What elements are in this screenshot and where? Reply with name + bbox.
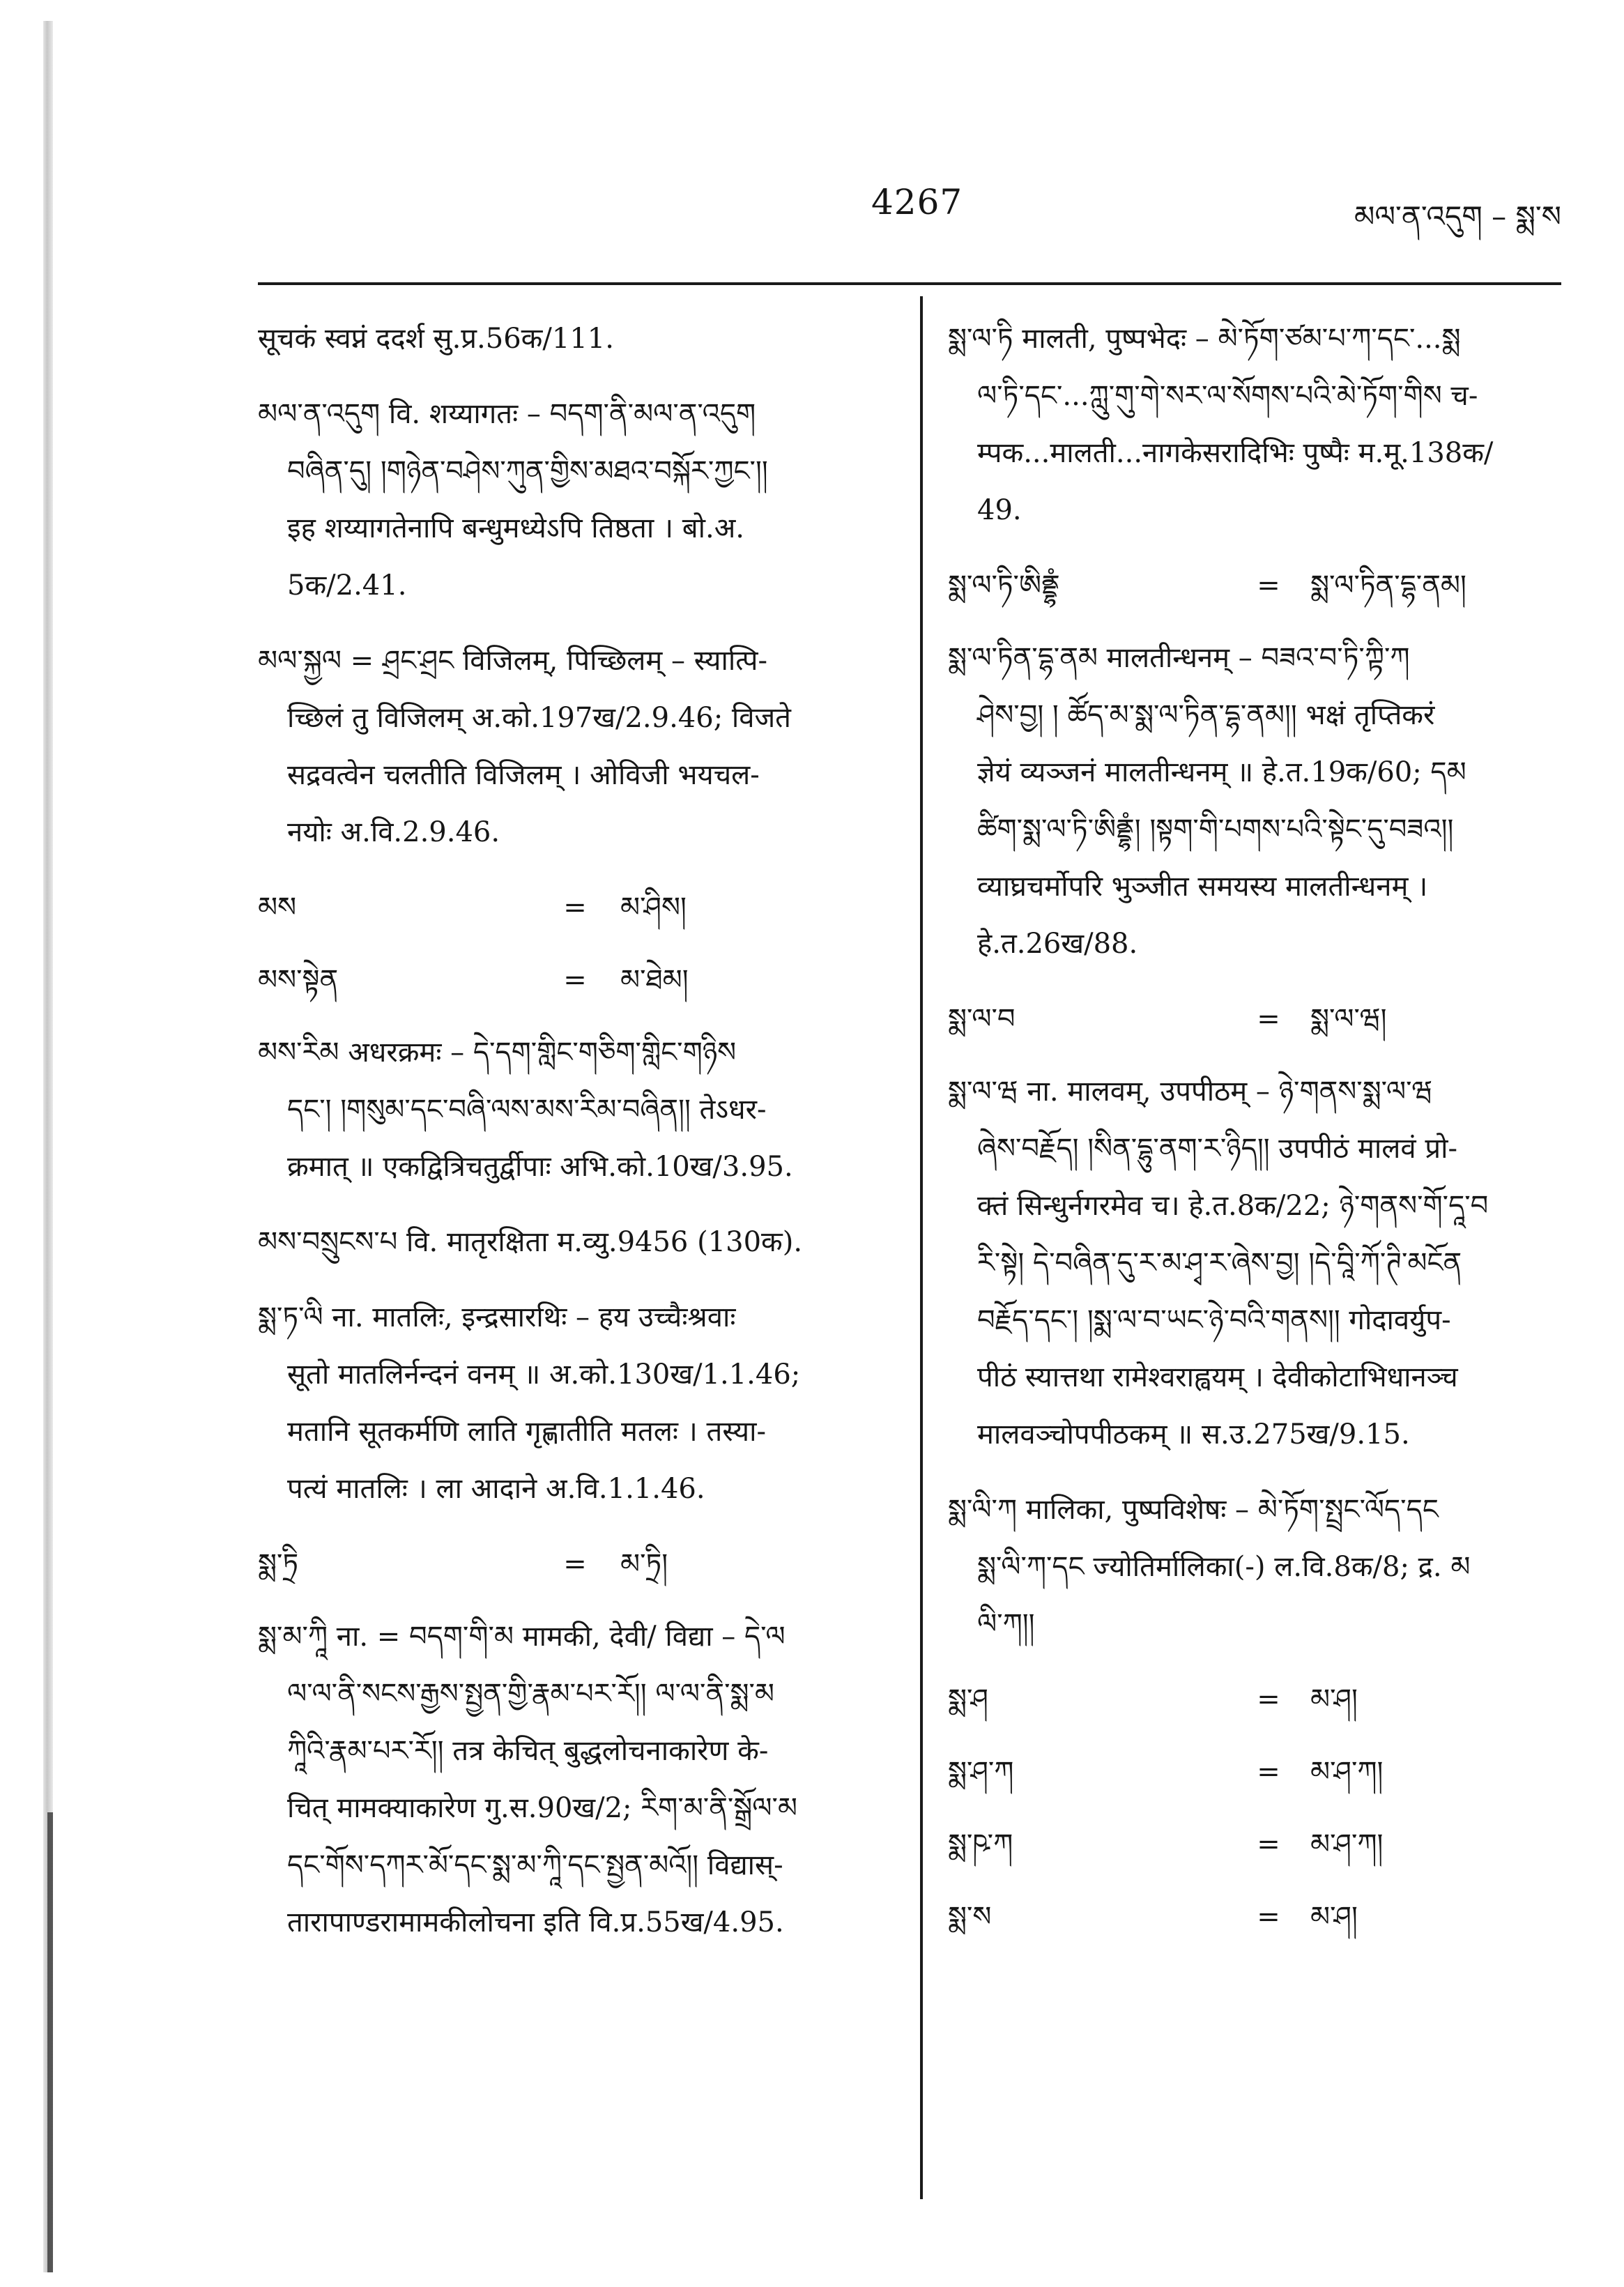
dictionary-entry [948, 1063, 1561, 1463]
headword: སྨ་ལ་བ [948, 1003, 1016, 1035]
equals-sign: = [563, 1548, 587, 1580]
entry-line: व्याघ्रचर्मोपरि भुञ्जीत समयस्य मालतीन्धनम् । [977, 871, 1428, 903]
entry-line: इह शय्यागतेनापि बन्धुमध्येऽपि तिष्ठता । बो.अ. [287, 512, 744, 544]
entry-line: བརྗོད་དང་། །སྨ་ལ་བ་ཡང་ཉེ་བའི་གནས།། गोदावर्युप- [977, 1304, 1451, 1336]
entry-line: सूचकं स्वप्नं ददर्श सु.प्र.56क/111. [258, 323, 614, 355]
entry-line: སྨ་ལ་ཝ ना. मालवम्, उपपीठम् – ཉེ་གནས་སྨ་ལ་ཝ [948, 1076, 1433, 1108]
entry-line: རི་སྟེ། དེ་བཞིན་དུ་ར་མ་ཤྭ་ར་ཞེས་བྱ། །དེ་བཱི་ཀོ་ཊི་མངོན [977, 1247, 1462, 1279]
entry-line: སྨ་མ་ཀཱི ना. = བདག་གི་མ मामकी, देवी/ विद्या – དེ་ལ [258, 1621, 786, 1653]
equals-sign: = [563, 892, 587, 924]
binding-shadow [47, 1812, 53, 2272]
entry-line: སྨ་ལ་ཏི मालती, पुष्पभेदः – མེ་ཏོག་ཙམ་པ་ཀ་དང་...སྨ [948, 323, 1461, 355]
cross-reference-entry [948, 1671, 1561, 1728]
entry-line: क्तं सिन्धुर्नगरमेव च। हे.त.8क/22; ཉེ་གནས་གོ་དཱ་བ [977, 1190, 1489, 1222]
reference-target: མ་ཤ། [1310, 1683, 1358, 1715]
entry-line: མལ་སྐྱལ = ཤྲང་ཤྲང विजिलम्, पिच्छिलम् – स्यात्पि- [258, 645, 768, 677]
reference-target: སྨ་ལ་ཏིན་དྷ་ནམ། [1310, 569, 1466, 602]
right-column [948, 310, 1561, 1961]
entry-line: हे.त.26ख/88. [977, 928, 1138, 960]
running-head: མལ་ན་འདུག – སྨ་ས [1354, 199, 1561, 234]
cross-reference-entry [258, 879, 892, 936]
entry-line: ལི་ཀ།། [977, 1608, 1035, 1640]
entry-line: ཞེས་བརྗོད། །སིན་དྷུ་ནག་ར་ཉིད།། उपपीठं मालवं प्रो- [977, 1133, 1457, 1165]
cross-reference-entry [258, 951, 892, 1009]
entry-line: ज्ञेयं व्यञ्जनं मालतीन्धनम् ॥ हे.त.19क/60; དམ [977, 756, 1466, 788]
entry-line: 5क/2.41. [287, 569, 407, 602]
entry-line: मतानि सूतकर्मणि लाति गृह्णातीति मतलः । तस्या- [287, 1416, 766, 1448]
headword: སྨ་ལ་ཏི་ཨིནྡྷཾ [948, 569, 1060, 602]
entry-line: सद्रवत्वेन चलतीति विजिलम् । ओविजी भयचल- [287, 759, 760, 791]
entry-line: तारापाण्डरामामकीलोचना इति वि.प्र.55ख/4.95. [287, 1906, 784, 1938]
equals-sign: = [563, 964, 587, 996]
entry-line: ཤེས་བྱ། ། ཚོད་མ་སྨ་ལ་ཏིན་དྷ་ནམ།། भक्षं तृप्तिकरं [977, 699, 1435, 731]
entry-line: क्रमात् ॥ एकद्वित्रिचतुर्द्वीपाः अभि.को.10ख/3.95. [287, 1151, 793, 1183]
entry-line: སྨ་ཏ་ལི ना. मातलिः, इन्द्रसारथिः – हय उच्चैःश्रवाः [258, 1301, 736, 1333]
cross-reference-entry [948, 1743, 1561, 1800]
headword: སྨ་ས [948, 1901, 992, 1933]
headword: མས [258, 892, 297, 924]
entry-line: ལ་ཏི་དང་...ཀླུ་གུ་གེ་སར་ལ་སོགས་པའི་མེ་ཏོག་གིས च- [977, 380, 1478, 412]
headword: སྨ་ཏྲི [258, 1548, 299, 1580]
entry-line: नयोः अ.वि.2.9.46. [287, 816, 500, 848]
dictionary-entry [258, 310, 892, 367]
entry-line: सूतो मातलिर्नन्दनं वनम् ॥ अ.को.130ख/1.1.46; [287, 1359, 801, 1391]
cross-reference-entry [258, 1536, 892, 1593]
entry-line: पत्यं मातलिः । ला आदाने अ.वि.1.1.46. [287, 1473, 705, 1505]
reference-target: མ་ཏྲི། [620, 1548, 668, 1580]
dictionary-entry [258, 1214, 892, 1271]
cross-reference-entry [948, 1816, 1561, 1873]
dictionary-entry [258, 1024, 892, 1195]
reference-target: མ་ཤ་ཀ། [1310, 1756, 1384, 1788]
equals-sign: = [1257, 569, 1280, 602]
entry-line: च्छिलं तु विजिलम् अ.को.197ख/2.9.46; विजते [287, 702, 791, 734]
entry-line: म्पक...मालती...नागकेसरादिभिः पुष्पैः म.मू.138क/ [977, 437, 1494, 469]
reference-target: སྨ་ལ་ཝ། [1310, 1003, 1387, 1035]
cross-reference-entry [948, 1888, 1561, 1945]
reference-target: མ་ཤ་ཀ། [1310, 1828, 1384, 1860]
entry-line: མལ་ན་འདུག वि. शय्यागतः – བདག་ནི་མལ་ན་འདུག [258, 398, 756, 430]
equals-sign: = [1257, 1756, 1280, 1788]
page-header [258, 178, 1561, 240]
reference-target: མ་ཤིས། [620, 892, 687, 924]
entry-line: पीठं स्यात्तथा रामेश्वराह्वयम् । देवीकोटाभिधानञ्च [977, 1361, 1458, 1393]
headword: སྨ་ཥ་ཀ [948, 1828, 1013, 1860]
cross-reference-entry [948, 557, 1561, 614]
entry-line: སྨ་ལ་ཏིན་དྷ་ནམ मालतीन्धनम् – བཟའ་བ་ཏི་ཀྟི་ཀ [948, 642, 1410, 674]
column-divider [920, 296, 923, 2199]
header-rule [258, 282, 1561, 285]
left-column [258, 310, 892, 1969]
dictionary-entry [948, 310, 1561, 539]
headword: སྨ་ཤ [948, 1683, 988, 1715]
dictionary-entry [258, 1289, 892, 1517]
entry-line: བཞིན་དུ། །གཉེན་བཤེས་ཀུན་གྱིས་མཐའ་བསྐོར་ཀྱང་།། [287, 455, 768, 487]
entry-line: ལ་ལ་ནི་སངས་རྒྱས་སྤྱན་གྱི་རྣམ་པར་རོ།། ལ་ལ་ནི་སྨ་མ [287, 1678, 774, 1710]
cross-reference-entry [948, 990, 1561, 1048]
entry-line: མས་རིམ अधरक्रमः – དེ་དག་གླིང་གཅིག་གླིང་གཉིས [258, 1037, 737, 1069]
headword: སྨ་ཤ་ཀ [948, 1756, 1014, 1788]
entry-line: चित् मामक्याकारेण गु.स.90ख/2; རིག་མ་ནི་སྒྲོལ་མ [287, 1792, 797, 1824]
entry-line: 49. [977, 494, 1022, 526]
entry-line: मालवञ्चोपपीठकम् ॥ स.उ.275ख/9.15. [977, 1418, 1410, 1451]
entry-line: དང་གོས་དཀར་མོ་དང་སྨ་མ་ཀཱི་དང་སྤྱན་མའོ།། विद्यास्- [287, 1849, 783, 1881]
equals-sign: = [1257, 1901, 1280, 1933]
headword: མས་སྟེན [258, 964, 339, 996]
dictionary-entry [258, 385, 892, 614]
entry-line: ཀཱིའི་རྣམ་པར་རོ།། तत्र केचित् बुद्धलोचनाकारेण के- [287, 1735, 769, 1767]
dictionary-entry [948, 1481, 1561, 1653]
reference-target: མ་ཐེམ། [620, 964, 689, 996]
equals-sign: = [1257, 1683, 1280, 1715]
equals-sign: = [1257, 1828, 1280, 1860]
dictionary-entry [258, 632, 892, 861]
reference-target: མ་ཤ། [1310, 1901, 1358, 1933]
entry-line: སྨ་ལི་ཀ་དང ज्योतिर्मालिका(-) ल.वि.8क/8; द्र. མ [977, 1551, 1471, 1583]
entry-line: མས་བསྲུངས་པ वि. मातृरक्षिता म.व्यु.9456 (130क). [258, 1226, 803, 1258]
entry-line: སྨ་ལི་ཀ मालिका, पुष्पविशेषः – མེ་ཏོག་སྤྲང་ལོད་དང [948, 1494, 1439, 1526]
dictionary-entry [948, 629, 1561, 972]
entry-line: དང་། །གསུམ་དང་བཞི་ལས་མས་རིམ་བཞིན།། तेऽधर- [287, 1094, 767, 1126]
page-number: 4267 [871, 182, 963, 222]
entry-line: ཚིག་སྨ་ལ་ཏི་ཨིནྡྷཾ། །སྟག་གི་པགས་པའི་སྟེང་དུ་བཟའ།། [977, 813, 1454, 846]
dictionary-entry [258, 1608, 892, 1951]
equals-sign: = [1257, 1003, 1280, 1035]
